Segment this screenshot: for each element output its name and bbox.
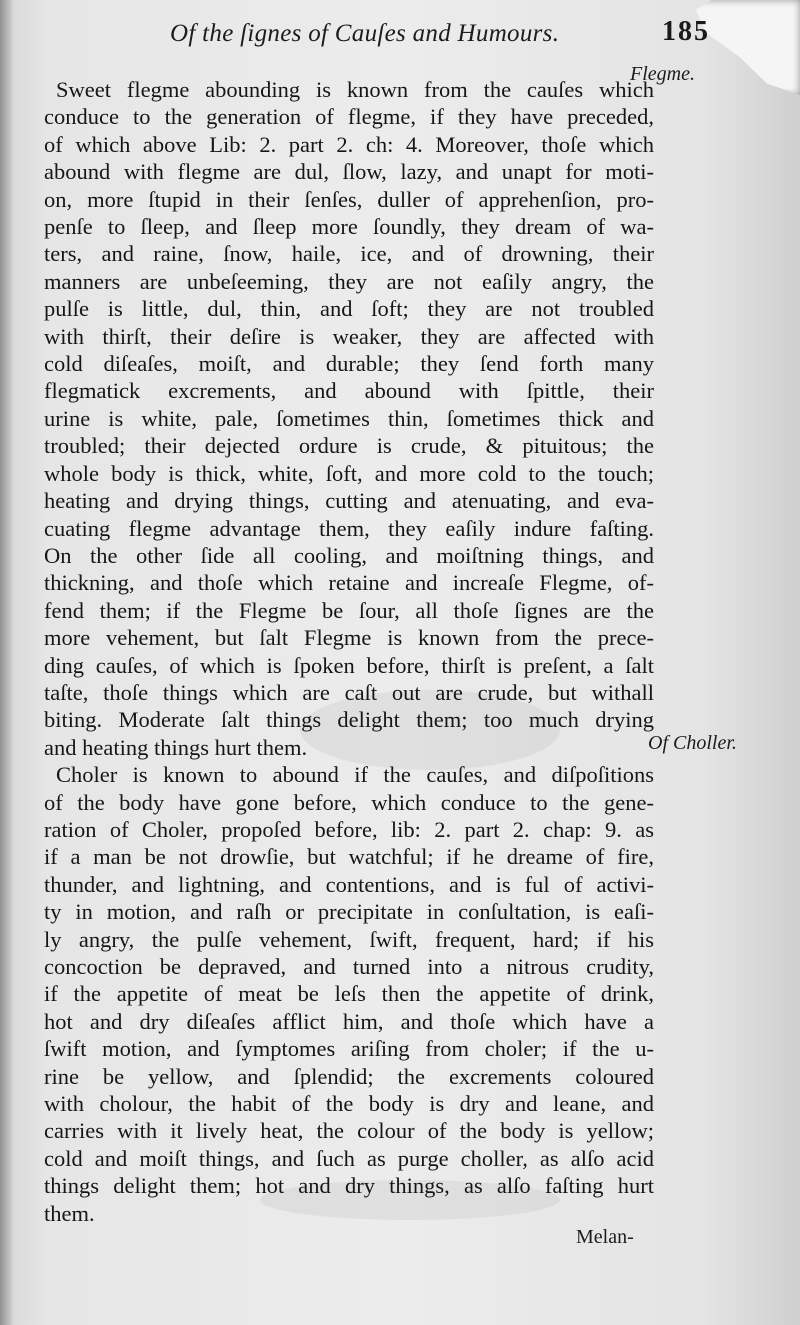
text-line: things delight them; hot and dry things, as alſo faſting hurt bbox=[44, 1173, 654, 1199]
text-line: cold diſeaſes, moiſt, and durable; they ſend forth many bbox=[44, 351, 654, 377]
text-line: ration of Choler, propoſed before, lib: 2. part 2. chap: 9. as bbox=[44, 816, 654, 842]
text-line: ly angry, the pulſe vehement, ſwift, frequent, hard; if his bbox=[44, 926, 654, 952]
text-line: ſwift motion, and ſymptomes ariſing from choler; if the u- bbox=[44, 1036, 654, 1062]
text-line: penſe to ſleep, and ſleep more ſoundly, they dream of wa- bbox=[44, 214, 654, 240]
text-line: with cholour, the habit of the body is dry and leane, and bbox=[44, 1091, 654, 1117]
text-line: thickning, and thoſe which retaine and increaſe Flegme, of- bbox=[44, 570, 654, 596]
text-line: abound with flegme are dul, ſlow, lazy, and unapt for moti- bbox=[44, 159, 654, 185]
text-line: cuating flegme advantage them, they eaſily indure faſting. bbox=[44, 515, 654, 541]
body-text bbox=[44, 76, 654, 1227]
text-line: them. bbox=[44, 1200, 95, 1226]
text-line: and heating things hurt them. bbox=[44, 734, 308, 760]
text-line: Sweet flegme abounding is known from the cauſes which bbox=[56, 77, 654, 102]
text-line: ters, and raine, ſnow, haile, ice, and of drowning, their bbox=[44, 241, 654, 267]
text-line: heating and drying things, cutting and atenuating, and eva- bbox=[44, 488, 654, 514]
text-line: On the other ſide all cooling, and moiſtning things, and bbox=[44, 542, 654, 568]
page-number: 185 bbox=[662, 16, 710, 47]
text-line: carries with it lively heat, the colour of the body is yellow; bbox=[44, 1118, 654, 1144]
text-line: of the body have gone before, which conduce to the gene- bbox=[44, 789, 654, 815]
text-line: of which above Lib: 2. part 2. ch: 4. Moreover, thoſe which bbox=[44, 131, 654, 157]
margin-note-flegme: Flegme. bbox=[630, 63, 695, 85]
text-line: on, more ſtupid in their ſenſes, duller of apprehenſion, pro- bbox=[44, 186, 654, 212]
text-line: Choler is known to abound if the cauſes, and diſpoſitions bbox=[56, 762, 654, 788]
text-line: with thirſt, their deſire is weaker, they are affected with bbox=[44, 323, 654, 349]
text-line: ding cauſes, of which is ſpoken before, thirſt is preſent, a ſalt bbox=[44, 652, 654, 678]
text-line: if a man be not drowſie, but watchful; if he dreame of fire, bbox=[44, 844, 654, 870]
text-line: concoction be depraved, and turned into a nitrous crudity, bbox=[44, 954, 654, 979]
text-line: cold and moiſt things, and ſuch as purge choller, as alſo acid bbox=[44, 1145, 654, 1171]
catchword: Melan- bbox=[576, 1226, 634, 1248]
running-title: Of the ſignes of Cauſes and Humours. bbox=[170, 20, 560, 47]
text-line: flegmatick excrements, and abound with ſpittle, their bbox=[44, 378, 654, 404]
text-line: conduce to the generation of flegme, if they have preceded, bbox=[44, 104, 654, 130]
text-line: hot and dry diſeaſes afflict him, and thoſe which have a bbox=[44, 1008, 654, 1034]
text-line: manners are unbeſeeming, they are not eaſily angry, the bbox=[44, 268, 654, 294]
text-line: troubled; their dejected ordure is crude, & pituitous; the bbox=[44, 433, 654, 459]
text-line: if the appetite of meat be leſs then the appetite of drink, bbox=[44, 981, 654, 1007]
text-line: urine is white, pale, ſometimes thin, ſometimes thick and bbox=[44, 405, 654, 431]
text-line: fend them; if the Flegme be ſour, all thoſe ſignes are the bbox=[44, 597, 654, 623]
text-line: biting. Moderate ſalt things delight them; too much drying bbox=[44, 707, 654, 733]
text-line: whole body is thick, white, ſoft, and more cold to the touch; bbox=[44, 460, 654, 486]
text-line: taſte, thoſe things which are caſt out are crude, but withall bbox=[44, 679, 654, 705]
text-line: ty in motion, and raſh or precipitate in conſultation, is eaſi- bbox=[44, 899, 654, 925]
text-line: pulſe is little, dul, thin, and ſoft; they are not troubled bbox=[44, 296, 654, 322]
text-line: thunder, and lightning, and contentions, and is ful of activi- bbox=[44, 871, 654, 897]
text-line: more vehement, but ſalt Flegme is known from the prece- bbox=[44, 625, 654, 651]
margin-note-choller: Of Choller. bbox=[648, 732, 737, 754]
text-line: rine be yellow, and ſplendid; the excrements coloured bbox=[44, 1063, 654, 1089]
